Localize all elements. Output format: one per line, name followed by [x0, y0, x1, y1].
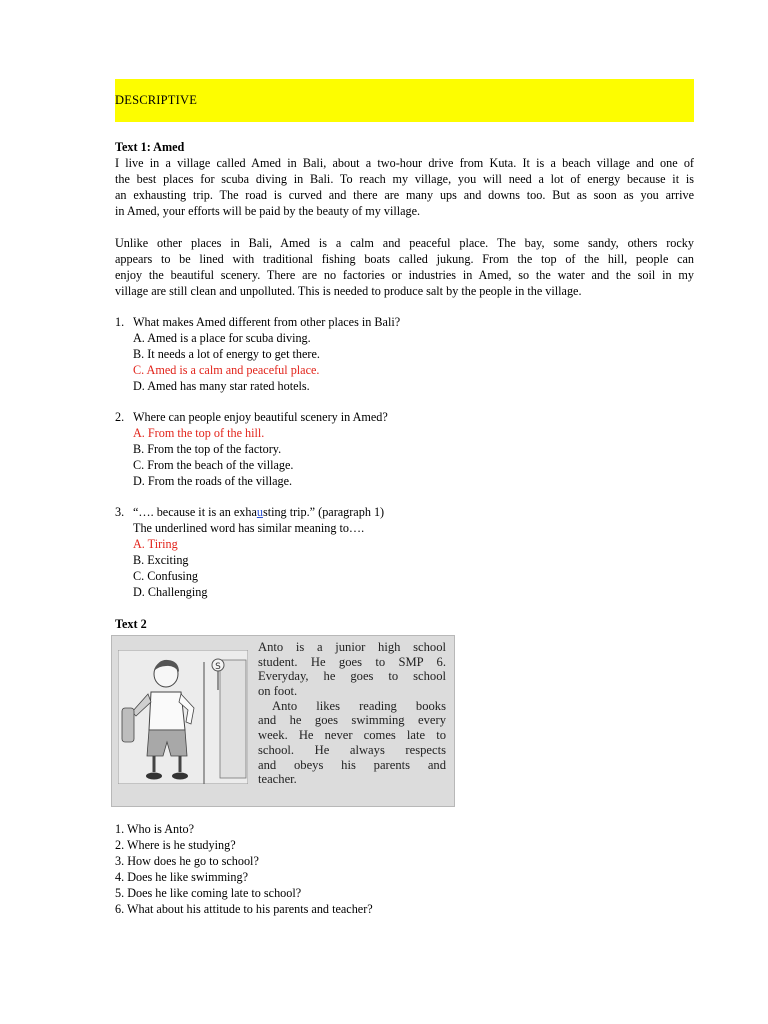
figure-line: Anto is a junior high school	[258, 640, 446, 654]
option-a-answer: A. From the top of the hill.	[133, 426, 265, 440]
question-text	[133, 504, 384, 520]
option-b: B. It needs a lot of energy to get there.	[133, 347, 320, 361]
option-d: D. Amed has many star rated hotels.	[133, 379, 310, 393]
text2-question: 2. Where is he studying?	[115, 838, 236, 852]
figure-line: week. He never comes late to	[258, 728, 446, 743]
question-number: 1.	[115, 315, 125, 329]
option-a-answer: A. Tiring	[133, 537, 178, 551]
figure-line: and he goes swimming every	[258, 713, 446, 728]
paragraph-line: village are still clean and unpolluted. This is needed to produce salt by the people in the village.	[115, 284, 582, 298]
svg-text:S: S	[215, 662, 221, 672]
text1-title: Text 1: Amed	[115, 140, 185, 154]
figure-line: on foot.	[258, 684, 298, 699]
paragraph-line: I live in a village called Amed in Bali, about a two-hour drive from Kuta. It is a beach village and one of	[115, 156, 694, 170]
option-c: C. From the beach of the village.	[133, 458, 294, 472]
quote-after: sting trip.” (paragraph 1)	[262, 505, 385, 519]
text2-question: 6. What about his attitude to his parents and teacher?	[115, 902, 373, 916]
text2-question: 1. Who is Anto?	[115, 822, 194, 836]
paragraph-line: in Amed, your efforts will be paid by the beauty of my village.	[115, 204, 421, 218]
question-text: Where can people enjoy beautiful scenery in Amed?	[133, 410, 388, 424]
paragraph-line: appears to be lined with traditional fishing boats called jukung. From the top of the hill, people can	[115, 252, 694, 266]
text2-question: 5. Does he like coming late to school?	[115, 886, 302, 900]
figure-line: teacher.	[258, 772, 297, 787]
option-c-answer: C. Amed is a calm and peaceful place.	[133, 363, 320, 377]
option-a: A. Amed is a place for scuba diving.	[133, 331, 311, 345]
section-banner	[115, 79, 694, 122]
figure-line: Anto likes reading books	[272, 698, 446, 713]
option-c: C. Confusing	[133, 569, 199, 583]
question-text: What makes Amed different from other places in Bali?	[133, 315, 401, 329]
paragraph-line: Unlike other places in Bali, Amed is a calm and peaceful place. The bay, some sandy, others rocky	[115, 236, 694, 250]
text2-question: 4. Does he like swimming?	[115, 870, 249, 884]
figure-line: school. He always respects	[258, 742, 446, 757]
text1-paragraph-2	[115, 235, 694, 299]
paragraph-line: the best places for scuba diving in Bali. To reach my village, you will need a lot of energy because it is	[115, 172, 694, 186]
quote-before: “…. because it is an exha	[133, 505, 257, 519]
figure-line: student. He goes to SMP 6.	[258, 654, 446, 669]
section-title: DESCRIPTIVE	[115, 93, 198, 107]
question-number: 2.	[115, 410, 125, 424]
option-b: B. Exciting	[133, 553, 189, 567]
option-d: D. From the roads of the village.	[133, 474, 293, 488]
paragraph-line: enjoy the beautiful scenery. There are no factories or industries in Amed, so the water and the soil in my	[115, 268, 694, 282]
figure-line: and obeys his parents and	[258, 757, 446, 772]
paragraph-line: an exhausting trip. The road is curved and there are many ups and downs too. But as soon as you arrive	[115, 188, 694, 202]
option-b: B. From the top of the factory.	[133, 442, 282, 456]
question-number: 3.	[115, 505, 125, 519]
figure-line: Everyday, he goes to school	[258, 669, 446, 684]
student-illustration	[118, 650, 248, 784]
question-subtext: The underlined word has similar meaning to….	[133, 521, 365, 535]
figure-caption	[258, 640, 446, 787]
text1-paragraph-1	[115, 155, 694, 219]
underlined-letter: u	[256, 505, 263, 519]
text2-question: 3. How does he go to school?	[115, 854, 259, 868]
text2-title: Text 2	[115, 617, 147, 631]
option-d: D. Challenging	[133, 585, 208, 599]
